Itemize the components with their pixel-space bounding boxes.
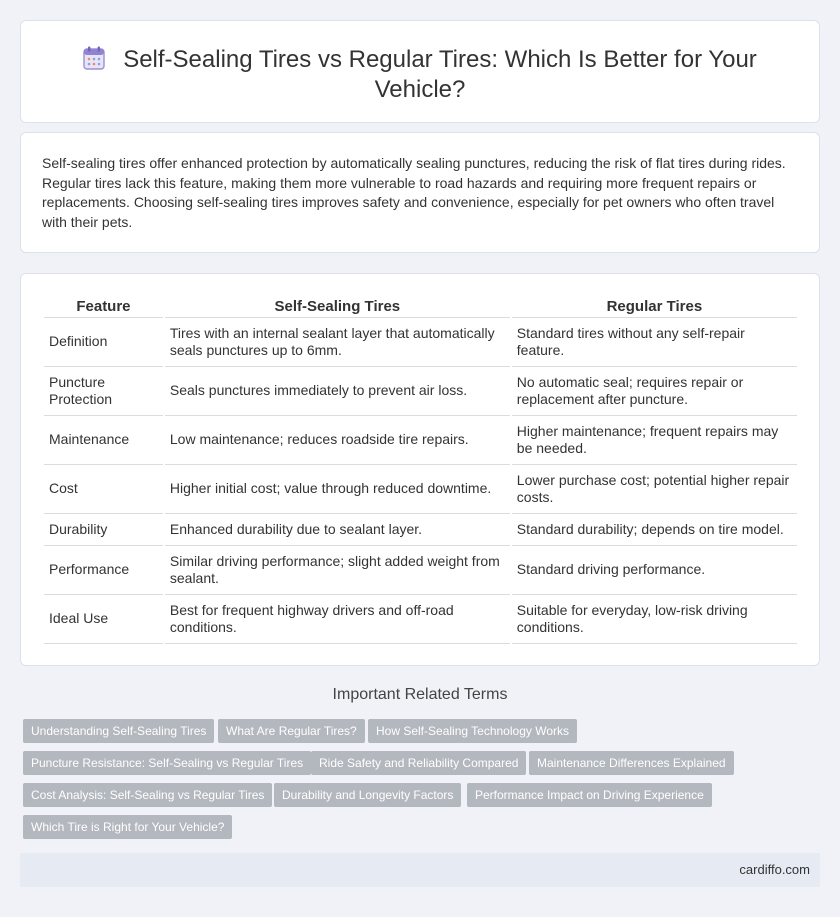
related-tag[interactable]: Puncture Resistance: Self-Sealing vs Regular Tires bbox=[23, 751, 311, 775]
related-terms-title: Important Related Terms bbox=[332, 686, 508, 703]
comparison-table bbox=[42, 296, 799, 644]
related-tag[interactable]: Which Tire is Right for Your Vehicle? bbox=[23, 815, 232, 839]
calendar-icon bbox=[83, 46, 105, 70]
related-tag[interactable]: Ride Safety and Reliability Compared bbox=[311, 751, 526, 775]
table-row bbox=[44, 367, 797, 416]
regular-cell: Higher maintenance; frequent repairs may be needed. bbox=[512, 416, 797, 465]
table-row bbox=[44, 514, 797, 546]
regular-cell: Standard tires without any self-repair feature. bbox=[512, 318, 797, 367]
title-card bbox=[20, 20, 820, 123]
feature-cell: Definition bbox=[44, 318, 163, 367]
table-row bbox=[44, 595, 797, 644]
regular-cell: Lower purchase cost; potential higher repair costs. bbox=[512, 465, 797, 514]
related-tag[interactable]: What Are Regular Tires? bbox=[218, 719, 365, 743]
regular-cell: No automatic seal; requires repair or replacement after puncture. bbox=[512, 367, 797, 416]
feature-cell: Maintenance bbox=[44, 416, 163, 465]
header-regular: Regular Tires bbox=[512, 296, 797, 318]
table-row bbox=[44, 465, 797, 514]
related-tag[interactable]: Understanding Self-Sealing Tires bbox=[23, 719, 214, 743]
table-row bbox=[44, 416, 797, 465]
header-self-sealing: Self-Sealing Tires bbox=[165, 296, 510, 318]
self-sealing-cell: Similar driving performance; slight added weight from sealant. bbox=[165, 546, 510, 595]
self-sealing-cell: Enhanced durability due to sealant layer. bbox=[165, 514, 510, 546]
self-sealing-cell: Seals punctures immediately to prevent air loss. bbox=[165, 367, 510, 416]
regular-cell: Standard driving performance. bbox=[512, 546, 797, 595]
table-row bbox=[44, 318, 797, 367]
self-sealing-cell: Higher initial cost; value through reduced downtime. bbox=[165, 465, 510, 514]
header-feature: Feature bbox=[44, 296, 163, 318]
related-tag[interactable]: Cost Analysis: Self-Sealing vs Regular Tires bbox=[23, 783, 272, 807]
regular-cell: Standard durability; depends on tire model. bbox=[512, 514, 797, 546]
related-tag[interactable]: Maintenance Differences Explained bbox=[529, 751, 734, 775]
regular-cell: Suitable for everyday, low-risk driving conditions. bbox=[512, 595, 797, 644]
table-header-row bbox=[44, 296, 797, 318]
comparison-card bbox=[20, 273, 820, 666]
self-sealing-cell: Low maintenance; reduces roadside tire repairs. bbox=[165, 416, 510, 465]
footer-site[interactable]: cardiffo.com bbox=[739, 862, 810, 877]
intro-text: Self-sealing tires offer enhanced protection by automatically sealing punctures, reducing the risk of flat tires during rides. Regular tires lack this feature, making them more vulnerable to road hazards and requiring more frequent repairs or replacements. Choosing self-sealing tires improves safety and convenience, especially for pet owners who often travel with their pets. bbox=[42, 155, 786, 230]
self-sealing-cell: Best for frequent highway drivers and off-road conditions. bbox=[165, 595, 510, 644]
footer bbox=[20, 853, 820, 887]
feature-cell: Cost bbox=[44, 465, 163, 514]
feature-cell: Performance bbox=[44, 546, 163, 595]
related-tag[interactable]: How Self-Sealing Technology Works bbox=[368, 719, 577, 743]
feature-cell: Ideal Use bbox=[44, 595, 163, 644]
self-sealing-cell: Tires with an internal sealant layer that automatically seals punctures up to 6mm. bbox=[165, 318, 510, 367]
related-tag[interactable]: Performance Impact on Driving Experience bbox=[467, 783, 712, 807]
intro-card bbox=[20, 132, 820, 253]
table-row bbox=[44, 546, 797, 595]
related-tag[interactable]: Durability and Longevity Factors bbox=[274, 783, 461, 807]
feature-cell: Durability bbox=[44, 514, 163, 546]
page-title: Self-Sealing Tires vs Regular Tires: Which Is Better for Your Vehicle? bbox=[123, 46, 757, 103]
feature-cell: Puncture Protection bbox=[44, 367, 163, 416]
